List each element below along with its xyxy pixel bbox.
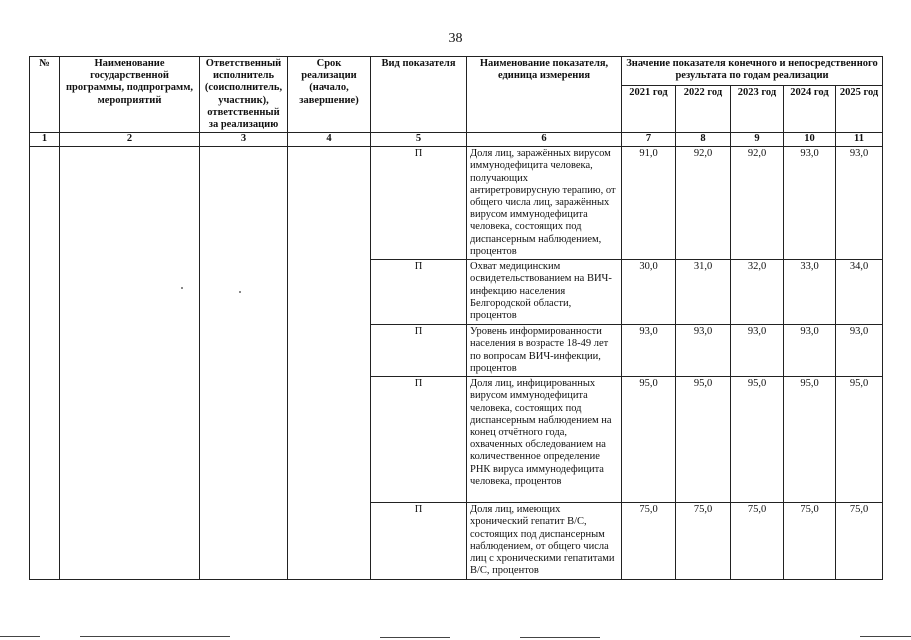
column-number: 4 <box>288 133 371 147</box>
indicator-table <box>29 56 883 580</box>
value-2025: 95,0 <box>836 377 883 503</box>
header-year: 2021 год <box>622 85 676 132</box>
value-2023: 93,0 <box>731 325 784 377</box>
value-2024: 95,0 <box>784 377 836 503</box>
scan-artifact <box>0 636 40 637</box>
table-row <box>30 147 883 260</box>
value-2022: 31,0 <box>676 260 731 325</box>
column-number: 1 <box>30 133 60 147</box>
indicator-name: Доля лиц, инфицированных вирусом иммунодефицита человека, состоящих под диспансерным наблюдением на конец отчётного года, охваченных обследованием на количественное определение РНК вируса иммунодефицита человека, процентов <box>467 377 622 503</box>
indicator-kind: П <box>371 260 467 325</box>
column-number: 5 <box>371 133 467 147</box>
value-2024: 93,0 <box>784 147 836 260</box>
value-2025: 93,0 <box>836 325 883 377</box>
header-year: 2023 год <box>731 85 784 132</box>
cell-executor-empty <box>200 147 288 580</box>
indicator-name: Доля лиц, имеющих хронический гепатит В/С, состоящих под диспансерным наблюдением, от общего числа лиц с хроническими гепатитами В/С, процентов <box>467 503 622 580</box>
header-year: 2025 год <box>836 85 883 132</box>
cell-name-empty <box>60 147 200 580</box>
value-2023: 92,0 <box>731 147 784 260</box>
value-2021: 75,0 <box>622 503 676 580</box>
scan-artifact <box>520 637 600 638</box>
value-2023: 75,0 <box>731 503 784 580</box>
value-2024: 75,0 <box>784 503 836 580</box>
value-2021: 91,0 <box>622 147 676 260</box>
value-2021: 30,0 <box>622 260 676 325</box>
value-2021: 95,0 <box>622 377 676 503</box>
column-number: 10 <box>784 133 836 147</box>
header-indicator: Наименование показателя, единица измерения <box>467 57 622 133</box>
header-executor: Ответственный исполнитель (соисполнитель, участник), ответственный за реализацию <box>200 57 288 133</box>
indicator-name: Уровень информированности населения в возрасте 18-49 лет по вопросам ВИЧ-инфекции, процентов <box>467 325 622 377</box>
column-number: 3 <box>200 133 288 147</box>
header-name: Наименование государственной программы, подпрограмм, мероприятий <box>60 57 200 133</box>
indicator-kind: П <box>371 503 467 580</box>
header-values: Значение показателя конечного и непосредственного результата по годам реализации <box>622 57 883 86</box>
value-2025: 34,0 <box>836 260 883 325</box>
header-num: № <box>30 57 60 133</box>
value-2022: 93,0 <box>676 325 731 377</box>
header-row <box>30 57 883 86</box>
value-2021: 93,0 <box>622 325 676 377</box>
scan-artifact <box>80 636 230 637</box>
cell-term-empty <box>288 147 371 580</box>
column-number: 7 <box>622 133 676 147</box>
value-2022: 92,0 <box>676 147 731 260</box>
value-2024: 33,0 <box>784 260 836 325</box>
indicator-name: Доля лиц, заражённых вирусом иммунодефицита человека, получающих антиретровирусную терапию, от общего числа лиц, заражённых вирусом иммунодефицита человека, состоящих под диспансерным наблюдением, процентов <box>467 147 622 260</box>
column-number: 9 <box>731 133 784 147</box>
scan-artifact <box>860 636 911 637</box>
page-number: 38 <box>448 31 463 46</box>
scan-speck <box>181 287 183 289</box>
indicator-kind: П <box>371 377 467 503</box>
scan-artifact <box>380 637 450 638</box>
column-number: 11 <box>836 133 883 147</box>
column-number: 6 <box>467 133 622 147</box>
value-2025: 93,0 <box>836 147 883 260</box>
value-2024: 93,0 <box>784 325 836 377</box>
value-2023: 95,0 <box>731 377 784 503</box>
header-year: 2024 год <box>784 85 836 132</box>
value-2025: 75,0 <box>836 503 883 580</box>
indicator-name: Охват медицинским освидетельствованием на ВИЧ-инфекцию населения Белгородской области, процентов <box>467 260 622 325</box>
value-2022: 95,0 <box>676 377 731 503</box>
column-number: 8 <box>676 133 731 147</box>
scan-speck <box>239 291 241 293</box>
header-kind: Вид показателя <box>371 57 467 133</box>
value-2023: 32,0 <box>731 260 784 325</box>
column-number: 2 <box>60 133 200 147</box>
header-term: Срок реализации (начало, завершение) <box>288 57 371 133</box>
indicator-kind: П <box>371 325 467 377</box>
cell-num-empty <box>30 147 60 580</box>
indicator-kind: П <box>371 147 467 260</box>
value-2022: 75,0 <box>676 503 731 580</box>
header-year: 2022 год <box>676 85 731 132</box>
column-numbers-row <box>30 133 883 147</box>
